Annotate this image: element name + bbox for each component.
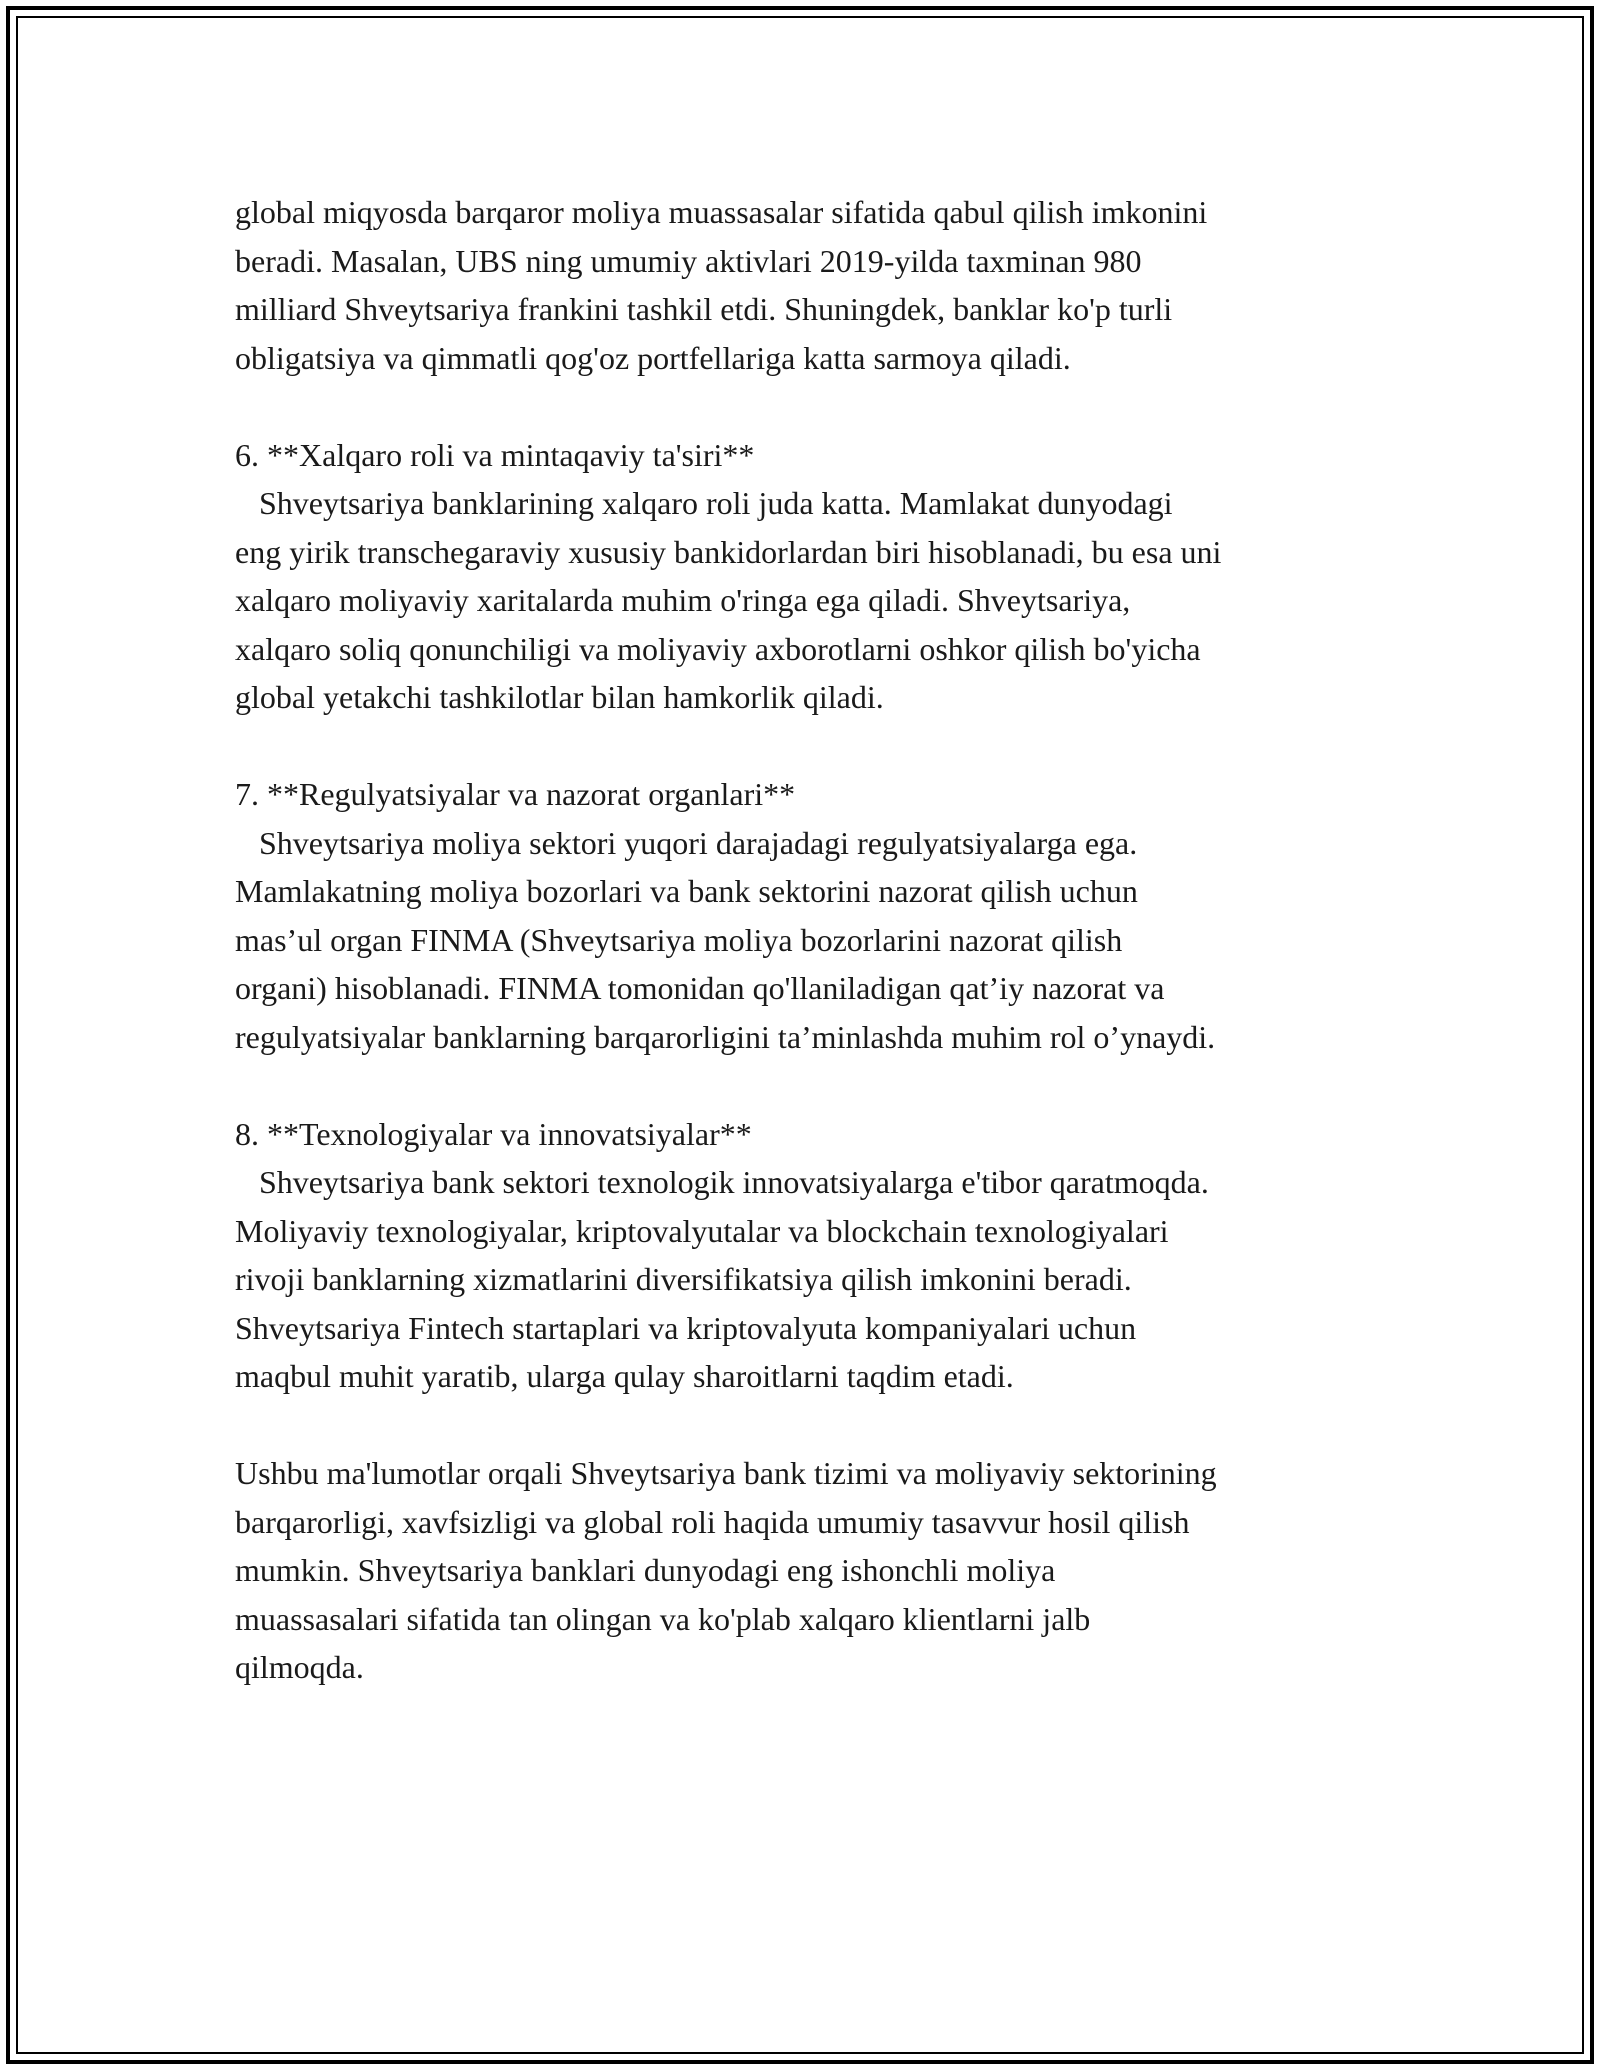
text-line: Mamlakatning moliya bozorlari va bank sektorini nazorat qilish uchun bbox=[235, 873, 1138, 909]
text-line: Shveytsariya Fintech startaplari va kriptovalyuta kompaniyalari uchun bbox=[235, 1309, 1137, 1346]
text-line: Shveytsariya banklarining xalqaro roli juda katta. Mamlakat dunyodagi bbox=[235, 485, 1173, 521]
document-body bbox=[235, 188, 1395, 1740]
text-line: regulyatsiyalar banklarning barqarorligini ta’minlashda muhim rol o’ynaydi. bbox=[235, 1018, 1216, 1055]
section-8-technology bbox=[235, 1110, 1395, 1401]
text-line: eng yirik transchegaraviy xususiy bankidorlardan biri hisoblanadi, bu esa uni bbox=[235, 533, 1222, 570]
text-line: muassasalari sifatida tan olingan va ko'plab xalqaro klientlarni jalb bbox=[235, 1600, 1091, 1637]
text-line: qilmoqda. bbox=[235, 1649, 364, 1685]
section-heading: 8. **Texnologiyalar va innovatsiyalar** bbox=[235, 1115, 752, 1152]
text-line: Shveytsariya moliya sektori yuqori darajadagi regulyatsiyalarga ega. bbox=[235, 824, 1138, 861]
text-line: Shveytsariya bank sektori texnologik innovatsiyalarga e'tibor qaratmoqda. bbox=[235, 1164, 1209, 1200]
text-line: xalqaro soliq qonunchiligi va moliyaviy axborotlarni oshkor qilish bo'yicha bbox=[235, 630, 1201, 667]
text-line: mumkin. Shveytsariya banklari dunyodagi eng ishonchli moliya bbox=[235, 1552, 1056, 1588]
text-line: rivoji banklarning xizmatlarini diversifikatsiya qilish imkonini beradi. bbox=[235, 1261, 1132, 1297]
text-line: maqbul muhit yaratib, ularga qulay sharoitlarni taqdim etadi. bbox=[235, 1358, 1014, 1394]
text-line: global yetakchi tashkilotlar bilan hamkorlik qiladi. bbox=[235, 679, 884, 715]
text-line: global miqyosda barqaror moliya muassasalar sifatida qabul qilish imkonini bbox=[235, 194, 1208, 230]
text-line: barqarorligi, xavfsizligi va global roli haqida umumiy tasavvur hosil qilish bbox=[235, 1503, 1190, 1540]
text-line: mas’ul organ FINMA (Shveytsariya moliya bozorlarini nazorat qilish bbox=[235, 921, 1123, 958]
text-line: beradi. Masalan, UBS ning umumiy aktivlari 2019-yilda taxminan 980 bbox=[235, 242, 1142, 279]
section-heading: 6. **Xalqaro roli va mintaqaviy ta'siri** bbox=[235, 436, 755, 473]
paragraph-conclusion bbox=[235, 1449, 1395, 1692]
paragraph-intro-continuation bbox=[235, 188, 1395, 382]
text-line: xalqaro moliyaviy xaritalarda muhim o'ringa ega qiladi. Shveytsariya, bbox=[235, 582, 1131, 618]
text-line: Ushbu ma'lumotlar orqali Shveytsariya bank tizimi va moliyaviy sektorining bbox=[235, 1455, 1217, 1491]
text-line: organi) hisoblanadi. FINMA tomonidan qo'llaniladigan qat’iy nazorat va bbox=[235, 970, 1165, 1006]
text-line: Moliyaviy texnologiyalar, kriptovalyutalar va blockchain texnologiyalari bbox=[235, 1212, 1169, 1249]
section-heading: 7. **Regulyatsiyalar va nazorat organlari** bbox=[235, 776, 796, 812]
section-7-regulations bbox=[235, 770, 1395, 1061]
text-line: obligatsiya va qimmatli qog'oz portfellariga katta sarmoya qiladi. bbox=[235, 339, 1071, 376]
section-6-international-role bbox=[235, 431, 1395, 722]
text-line: milliard Shveytsariya frankini tashkil etdi. Shuningdek, banklar ko'p turli bbox=[235, 291, 1173, 327]
